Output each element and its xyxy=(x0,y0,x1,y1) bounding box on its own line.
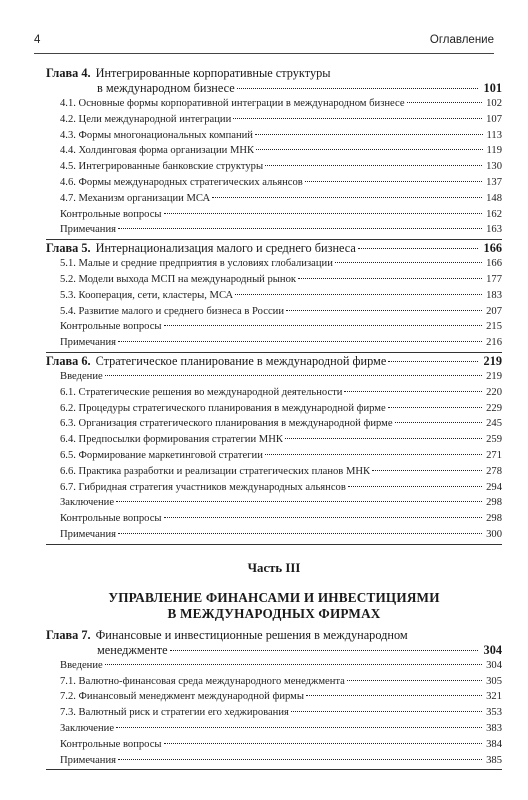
toc-entry xyxy=(46,527,502,543)
dot-leader xyxy=(344,391,482,392)
entry-title: 7.3. Валютный риск и стратегии его хеджирования xyxy=(60,707,289,719)
entry-page: 113 xyxy=(486,129,502,141)
part-subtitle-line-2: В МЕЖДУНАРОДНЫХ ФИРМАХ xyxy=(167,605,381,621)
entry-title: 6.6. Практика разработки и реализации стратегических планов МНК xyxy=(60,465,371,477)
dot-leader xyxy=(388,407,482,408)
toc-entry xyxy=(46,385,502,401)
chapter-title-cont: в международном бизнесе xyxy=(97,81,235,95)
chapter-heading-row xyxy=(46,66,502,81)
chapter-heading-row xyxy=(46,628,502,643)
entry-page: 229 xyxy=(486,402,502,414)
entry-title: 6.3. Организация стратегического планирования в международной фирме xyxy=(60,418,393,430)
dot-leader xyxy=(118,759,482,760)
entry-page: 384 xyxy=(486,738,502,750)
dot-leader xyxy=(255,134,483,135)
entry-title: 4.6. Формы международных стратегических альянсов xyxy=(60,176,303,188)
toc-entry xyxy=(46,272,502,288)
dot-leader xyxy=(235,294,482,295)
toc-entry xyxy=(46,721,502,737)
toc-entry xyxy=(46,288,502,304)
toc-entry xyxy=(46,658,502,674)
entry-title: 7.2. Финансовый менеджмент международной фирмы xyxy=(60,691,304,703)
chapter-heading-row xyxy=(46,241,502,256)
toc-entry xyxy=(46,448,502,464)
toc-entry xyxy=(46,191,502,207)
toc-entry xyxy=(46,480,502,496)
toc-entry xyxy=(46,432,502,448)
entry-page: 216 xyxy=(486,337,502,349)
chapter-divider xyxy=(46,352,502,353)
entry-page: 259 xyxy=(486,434,502,446)
toc-entry xyxy=(46,753,502,769)
chapter-title: Финансовые и инвестиционные решения в международном xyxy=(95,627,408,642)
dot-leader xyxy=(233,118,482,119)
entry-page: 219 xyxy=(486,370,502,382)
toc-entry xyxy=(46,689,502,705)
chapter-divider xyxy=(46,544,502,545)
entry-page: 177 xyxy=(486,273,502,285)
toc-chapter xyxy=(46,66,502,238)
entry-page: 294 xyxy=(486,481,502,493)
chapter-divider xyxy=(46,769,502,770)
dot-leader xyxy=(170,650,478,651)
toc-entry xyxy=(46,96,502,112)
dot-leader xyxy=(118,533,482,534)
chapter-page: 219 xyxy=(483,353,502,368)
entry-title: 5.2. Модели выхода МСП на международный рынок xyxy=(60,273,297,285)
entry-page: 353 xyxy=(486,707,502,719)
toc-entry xyxy=(46,175,502,191)
dot-leader xyxy=(358,248,478,249)
entry-title: Контрольные вопросы xyxy=(60,208,162,220)
entry-page: 130 xyxy=(486,161,502,173)
dot-leader xyxy=(116,727,482,728)
entry-page: 300 xyxy=(486,528,502,540)
entry-page: 148 xyxy=(486,192,502,204)
entry-title: 5.3. Кооперация, сети, кластеры, МСА xyxy=(60,289,234,301)
toc-entry xyxy=(46,319,502,335)
entry-title: 6.1. Стратегические решения во международной деятельности xyxy=(60,386,343,398)
dot-leader xyxy=(285,438,482,439)
page-number: 4 xyxy=(34,34,41,46)
entry-title: Заключение xyxy=(60,497,115,509)
entry-page: 207 xyxy=(486,305,502,317)
dot-leader xyxy=(298,278,482,279)
toc-entry xyxy=(46,207,502,223)
chapter-divider xyxy=(46,239,502,240)
entry-page: 304 xyxy=(486,659,502,671)
dot-leader xyxy=(291,711,482,712)
dot-leader xyxy=(118,228,482,229)
dot-leader xyxy=(256,149,482,150)
running-head xyxy=(34,34,494,46)
dot-leader xyxy=(237,88,478,89)
toc-entry xyxy=(46,737,502,753)
toc-chapter xyxy=(46,354,502,543)
part-subtitle xyxy=(46,590,502,622)
entry-title: Примечания xyxy=(60,337,116,349)
entry-page: 278 xyxy=(486,465,502,477)
dot-leader xyxy=(164,743,483,744)
entry-title: 4.7. Механизм организации МСА xyxy=(60,192,211,204)
entry-page: 298 xyxy=(486,513,502,525)
toc-entry xyxy=(46,464,502,480)
entry-page: 298 xyxy=(486,497,502,509)
entry-title: 5.4. Развитие малого и среднего бизнеса в России xyxy=(60,305,284,317)
entry-page: 162 xyxy=(486,208,502,220)
entry-page: 107 xyxy=(486,113,502,125)
chapter-label: Глава 7. xyxy=(46,627,91,642)
toc-entry xyxy=(46,674,502,690)
toc-chapter xyxy=(46,628,502,769)
toc-entry xyxy=(46,335,502,351)
dot-leader xyxy=(105,375,482,376)
entry-title: 4.5. Интегрированные банковские структуры xyxy=(60,161,264,173)
entry-title: Заключение xyxy=(60,722,115,734)
toc-entry xyxy=(46,401,502,417)
toc-entry xyxy=(46,112,502,128)
dot-leader xyxy=(116,501,482,502)
entry-title: Контрольные вопросы xyxy=(60,321,162,333)
entry-page: 383 xyxy=(486,722,502,734)
entry-title: 4.2. Цели международной интеграции xyxy=(60,113,232,125)
toc-entry xyxy=(46,256,502,272)
toc-chapter xyxy=(46,241,502,351)
entry-page: 220 xyxy=(486,386,502,398)
dot-leader xyxy=(164,517,483,518)
dot-leader xyxy=(286,310,482,311)
chapter-title: Интернационализация малого и среднего бизнеса xyxy=(95,241,356,256)
dot-leader xyxy=(265,454,482,455)
chapter-heading-row xyxy=(46,354,502,369)
toc-entry xyxy=(46,143,502,159)
dot-leader xyxy=(118,341,482,342)
entry-title: Примечания xyxy=(60,754,116,766)
entry-title: 4.3. Формы многонациональных компаний xyxy=(60,129,253,141)
dot-leader xyxy=(305,181,482,182)
entry-page: 102 xyxy=(486,98,502,109)
entry-title: Контрольные вопросы xyxy=(60,513,162,525)
toc-entry xyxy=(46,304,502,320)
dot-leader xyxy=(388,361,477,362)
header-rule xyxy=(34,53,494,54)
entry-page: 183 xyxy=(486,289,502,301)
chapter-page: 101 xyxy=(483,81,502,95)
chapter-title: Интегрированные корпоративные структуры xyxy=(95,66,331,80)
toc-entry xyxy=(46,495,502,511)
entry-title: 6.4. Предпосылки формирования стратегии МНК xyxy=(60,434,283,446)
entry-title: Контрольные вопросы xyxy=(60,738,162,750)
dot-leader xyxy=(306,695,482,696)
dot-leader xyxy=(212,197,482,198)
chapter-label: Глава 5. xyxy=(46,241,91,256)
entry-page: 215 xyxy=(486,321,502,333)
table-of-contents xyxy=(46,65,502,770)
entry-page: 137 xyxy=(486,176,502,188)
entry-title: 4.4. Холдинговая форма организации МНК xyxy=(60,145,255,157)
entry-page: 163 xyxy=(486,224,502,236)
toc-chapters-part-3 xyxy=(46,628,502,771)
part-title: Часть III xyxy=(247,560,301,575)
entry-title: Примечания xyxy=(60,528,116,540)
entry-title: 4.1. Основные формы корпоративной интеграции в международном бизнесе xyxy=(60,98,405,109)
section-title: Оглавление xyxy=(429,34,494,46)
toc-entry xyxy=(46,369,502,385)
chapter-title-cont: менеджменте xyxy=(97,642,168,657)
toc-entry xyxy=(46,222,502,238)
entry-page: 166 xyxy=(486,258,502,270)
chapter-page: 166 xyxy=(483,241,502,256)
dot-leader xyxy=(335,262,482,263)
dot-leader xyxy=(105,664,482,665)
entry-page: 321 xyxy=(486,691,502,703)
toc-entry xyxy=(46,159,502,175)
entry-title: Введение xyxy=(60,659,103,671)
entry-title: 6.7. Гибридная стратегия участников международных альянсов xyxy=(60,481,346,493)
entry-page: 245 xyxy=(486,418,502,430)
dot-leader xyxy=(164,325,483,326)
entry-page: 119 xyxy=(486,145,502,157)
chapter-title: Стратегическое планирование в международной фирме xyxy=(95,353,387,368)
entry-title: 7.1. Валютно-финансовая среда международного менеджмента xyxy=(60,675,345,687)
entry-page: 305 xyxy=(486,675,502,687)
chapter-heading-row-cont xyxy=(46,643,502,658)
toc-chapters-part-2 xyxy=(46,66,502,545)
dot-leader xyxy=(372,470,482,471)
chapter-label: Глава 6. xyxy=(46,353,91,368)
dot-leader xyxy=(164,213,483,214)
part-subtitle-line-1: УПРАВЛЕНИЕ ФИНАНСАМИ И ИНВЕСТИЦИЯМИ xyxy=(108,589,440,605)
dot-leader xyxy=(348,486,482,487)
toc-entry xyxy=(46,416,502,432)
dot-leader xyxy=(347,680,482,681)
entry-title: Введение xyxy=(60,370,103,382)
entry-title: 5.1. Малые и средние предприятия в условиях глобализации xyxy=(60,258,333,270)
chapter-page: 304 xyxy=(483,642,502,657)
chapter-label: Глава 4. xyxy=(46,66,91,80)
chapter-heading-row-cont xyxy=(46,81,502,96)
dot-leader xyxy=(407,102,483,103)
entry-title: Примечания xyxy=(60,224,116,236)
toc-entry xyxy=(46,705,502,721)
toc-entry xyxy=(46,128,502,144)
entry-title: 6.5. Формирование маркетинговой стратегии xyxy=(60,449,263,461)
entry-page: 385 xyxy=(486,754,502,766)
entry-page: 271 xyxy=(486,449,502,461)
entry-title: 6.2. Процедуры стратегического планирования в международной фирме xyxy=(60,402,386,414)
dot-leader xyxy=(265,165,482,166)
toc-entry xyxy=(46,511,502,527)
dot-leader xyxy=(395,422,483,423)
